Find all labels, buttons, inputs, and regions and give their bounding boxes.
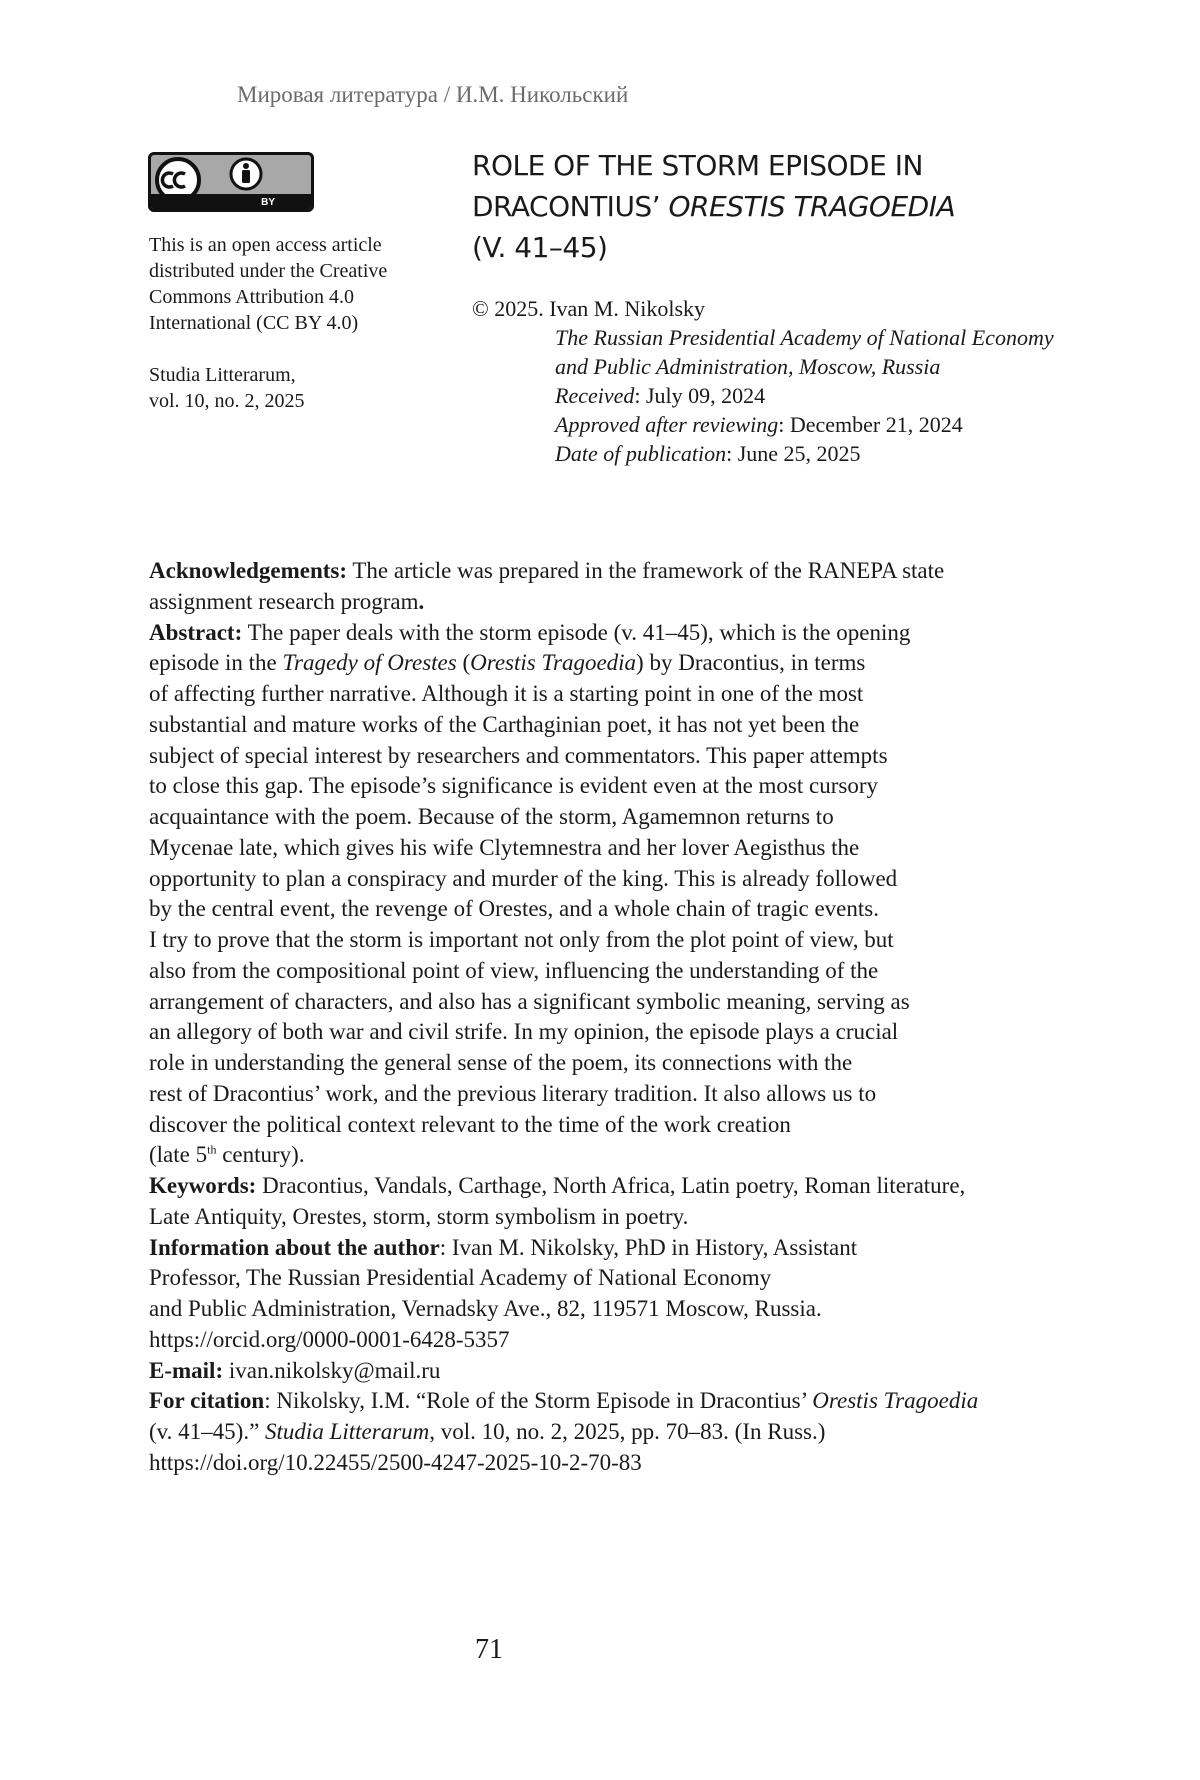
license-notice: [149, 232, 419, 414]
acknowledgements: [149, 556, 1099, 618]
abstract-text: (late 5: [149, 1142, 208, 1168]
copyright: © 2025. Ivan M. Nikolsky: [472, 296, 706, 321]
title-line-3: (V. 41–45): [472, 231, 608, 264]
published-label: Date of publication: [555, 441, 727, 466]
received-value: : July 09, 2024: [634, 383, 766, 408]
abstract-italic: Tragedy of Orestes: [282, 650, 457, 676]
abstract-line: arrangement of characters, and also has a significant symbolic meaning, serving as: [149, 988, 910, 1014]
citation-text: : Nikolsky, I.M. “Role of the Storm Episode in Dracontius’: [264, 1388, 813, 1414]
article-front-matter: [149, 556, 1099, 1479]
approved-label: Approved after reviewing: [555, 412, 779, 437]
citation-italic: Orestis Tragoedia: [812, 1388, 979, 1414]
citation-text: (v. 41–45).”: [149, 1419, 266, 1444]
citation-italic: Studia Litterarum: [265, 1419, 430, 1444]
page-number: 71: [475, 1634, 503, 1665]
author-info: [149, 1233, 1099, 1356]
license-line: distributed under the Creative: [149, 260, 388, 282]
published-value: : June 25, 2025: [726, 441, 861, 466]
author-info-label: Information about the author: [149, 1234, 440, 1260]
abstract-text: episode in the: [149, 650, 283, 676]
title-line-2a: DRACONTIUS’: [472, 190, 669, 223]
journal-volume: vol. 10, no. 2, 2025: [149, 390, 305, 412]
abstract-line: substantial and mature works of the Carthaginian poet, it has not yet been the: [149, 711, 860, 737]
abstract-italic: Orestis Tragoedia: [470, 650, 637, 676]
ack-text: The article was prepared in the framework of the RANEPA state: [347, 558, 945, 583]
approved-date: [472, 410, 1112, 439]
abstract-label: Abstract:: [149, 619, 243, 645]
license-line: International (CC BY 4.0): [149, 312, 359, 334]
ack-line: [149, 587, 1099, 618]
email: [149, 1356, 1099, 1387]
abstract-text: (: [456, 650, 471, 676]
citation-line: [149, 1386, 1099, 1417]
citation-label: For citation: [149, 1388, 265, 1414]
title-line-2b: ORESTIS TRAGOEDIA: [668, 190, 956, 223]
abstract-line: an allegory of both war and civil strife. In my opinion, the episode plays a crucial: [149, 1019, 899, 1045]
title-line-1: ROLE OF THE STORM EPISODE IN: [472, 149, 923, 182]
license-label: BY: [261, 197, 275, 208]
ack-end: .: [418, 588, 425, 614]
abstract-line: acquaintance with the poem. Because of the storm, Agamemnon returns to: [149, 804, 834, 829]
approved-value: : December 21, 2024: [778, 412, 963, 437]
abstract-line: role in understanding the general sense of the poem, its connections with the: [149, 1050, 853, 1075]
abstract-line: to close this gap. The episode’s significance is evident even at the most cursory: [149, 773, 879, 799]
abstract-line: also from the compositional point of view, influencing the understanding of the: [149, 957, 879, 983]
received-date: [472, 381, 1112, 410]
license-line: Commons Attribution 4.0: [149, 286, 355, 308]
received-label: Received: [555, 383, 635, 408]
affiliation-2: and Public Administration, Moscow, Russia: [555, 354, 941, 379]
abstract-line: rest of Dracontius’ work, and the previous literary tradition. It also allows us to: [149, 1080, 877, 1106]
email-link[interactable]: ivan.nikolsky@mail.ru: [223, 1357, 441, 1383]
affiliation-1: The Russian Presidential Academy of National Economy: [555, 325, 1054, 350]
journal-name: Studia Litterarum,: [149, 364, 296, 386]
citation: [149, 1386, 1099, 1478]
abstract-superscript: th: [207, 1142, 217, 1157]
abstract-line: [149, 1140, 1099, 1171]
abstract-line: [149, 618, 1099, 649]
abstract: [149, 618, 1099, 1172]
attribution-icon: [231, 159, 261, 189]
email-line: [149, 1356, 1099, 1387]
citation-text: , vol. 10, no. 2, 2025, pp. 70–83. (In Russ.): [429, 1419, 826, 1444]
abstract-line: Mycenae late, which gives his wife Clytemnestra and her lover Aegisthus the: [149, 834, 860, 860]
author-info-line: Professor, The Russian Presidential Academy of National Economy: [149, 1265, 772, 1291]
article-title: [472, 145, 1112, 268]
abstract-text: The paper deals with the storm episode (v. 41–45), which is the opening: [242, 619, 911, 645]
orcid-link[interactable]: https://orcid.org/0000-0001-6428-5357: [149, 1326, 510, 1352]
author-info-text: : Ivan M. Nikolsky, PhD in History, Assistant: [439, 1234, 858, 1260]
email-label: E-mail:: [149, 1357, 224, 1383]
license-line: This is an open access article: [149, 234, 382, 256]
ack-text: assignment research program: [149, 588, 419, 614]
author-info-line: [149, 1233, 1099, 1264]
abstract-text: ) by Dracontius, in terms: [636, 650, 866, 676]
abstract-line: by the central event, the revenge of Orestes, and a whole chain of tragic events.: [149, 896, 879, 922]
abstract-line: [149, 648, 1099, 679]
doi-link[interactable]: https://doi.org/10.22455/2500-4247-2025-10-2-70-83: [149, 1449, 642, 1475]
abstract-line: subject of special interest by researchers and commentators. This paper attempts: [149, 742, 888, 768]
publication-date: [472, 439, 1112, 468]
abstract-line: opportunity to plan a conspiracy and murder of the king. This is already followed: [149, 865, 898, 891]
journal-info: [149, 362, 419, 414]
running-head: Мировая литература / И.М. Никольский: [237, 82, 629, 107]
article-meta: [472, 294, 1112, 468]
cc-by-license-badge[interactable]: [148, 152, 314, 212]
abstract-line: of affecting further narrative. Although it is a starting point in one of the most: [149, 681, 864, 706]
citation-line: [149, 1417, 1099, 1448]
license-strip: [151, 194, 311, 209]
abstract-line: I try to prove that the storm is important not only from the plot point of view, but: [149, 927, 894, 952]
affiliation-line-2: [472, 352, 1112, 381]
keywords: [149, 1171, 1099, 1233]
ack-label: Acknowledgements:: [149, 558, 348, 583]
keywords-label: Keywords:: [149, 1173, 257, 1198]
keywords-line: [149, 1171, 1099, 1202]
keywords-line: Late Antiquity, Orestes, storm, storm symbolism in poetry.: [149, 1203, 689, 1229]
keywords-text: Dracontius, Vandals, Carthage, North Africa, Latin poetry, Roman literature,: [256, 1173, 966, 1198]
author-info-line: and Public Administration, Vernadsky Ave., 82, 119571 Moscow, Russia.: [149, 1296, 822, 1321]
affiliation-line-1: [472, 323, 1112, 352]
abstract-text: century).: [216, 1142, 305, 1168]
ack-line: [149, 556, 1099, 587]
abstract-line: discover the political context relevant to the time of the work creation: [149, 1111, 791, 1137]
